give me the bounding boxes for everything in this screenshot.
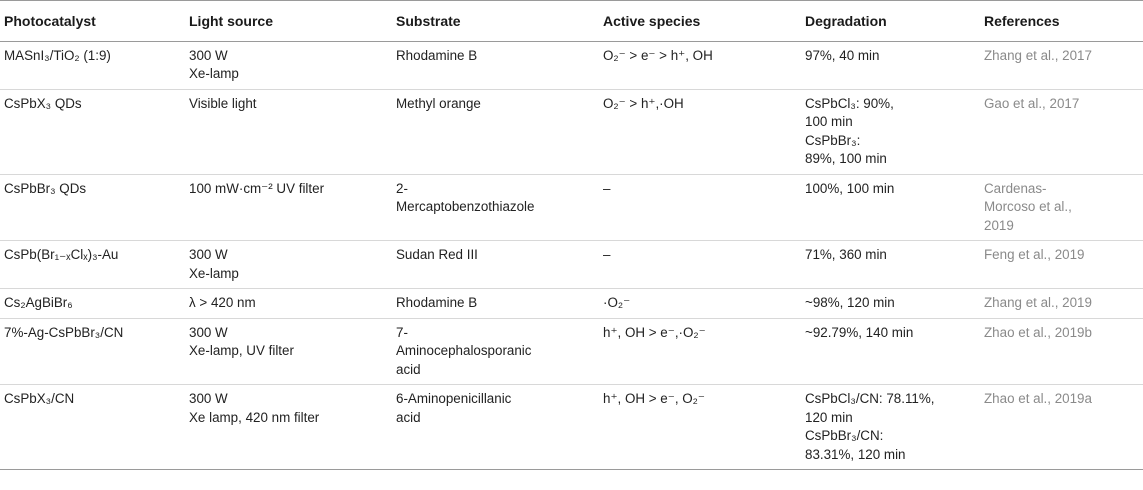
cell-photocatalyst: Cs₂AgBiBr₆: [0, 289, 185, 319]
cell-substrate: Rhodamine B: [392, 289, 599, 319]
cell-reference-link[interactable]: Zhao et al., 2019b: [980, 318, 1143, 385]
table-body: [0, 41, 1143, 470]
cell-light-source: 300 W Xe lamp, 420 nm filter: [185, 385, 392, 470]
cell-photocatalyst: 7%-Ag-CsPbBr₃/CN: [0, 318, 185, 385]
header-row: [0, 1, 1143, 42]
cell-substrate: Sudan Red III: [392, 241, 599, 289]
cell-light-source: 300 W Xe-lamp: [185, 241, 392, 289]
cell-degradation: ~92.79%, 140 min: [801, 318, 980, 385]
cell-photocatalyst: CsPbX₃ QDs: [0, 89, 185, 174]
header-substrate: Substrate: [392, 1, 599, 42]
table-row: [0, 318, 1143, 385]
header-references: References: [980, 1, 1143, 42]
table-row: [0, 174, 1143, 241]
cell-reference-link[interactable]: Feng et al., 2019: [980, 241, 1143, 289]
cell-light-source: λ > 420 nm: [185, 289, 392, 319]
table-row: [0, 89, 1143, 174]
cell-degradation: CsPbCl₃/CN: 78.11%, 120 min CsPbBr₃/CN: 83.31%, 120 min: [801, 385, 980, 470]
cell-photocatalyst: CsPbBr₃ QDs: [0, 174, 185, 241]
table-row: [0, 289, 1143, 319]
cell-active-species: h⁺, OH > e⁻, O₂⁻: [599, 385, 801, 470]
cell-substrate: 7- Aminocephalosporanic acid: [392, 318, 599, 385]
table-header: [0, 1, 1143, 42]
cell-degradation: 71%, 360 min: [801, 241, 980, 289]
cell-reference-link[interactable]: Gao et al., 2017: [980, 89, 1143, 174]
cell-substrate: Methyl orange: [392, 89, 599, 174]
header-photocatalyst: Photocatalyst: [0, 1, 185, 42]
cell-active-species: h⁺, OH > e⁻,·O₂⁻: [599, 318, 801, 385]
cell-photocatalyst: MASnI₃/TiO₂ (1:9): [0, 41, 185, 89]
cell-reference-link[interactable]: Zhang et al., 2017: [980, 41, 1143, 89]
header-active-species: Active species: [599, 1, 801, 42]
cell-degradation: 100%, 100 min: [801, 174, 980, 241]
cell-reference-link[interactable]: Zhao et al., 2019a: [980, 385, 1143, 470]
cell-active-species: O₂⁻ > h⁺,·OH: [599, 89, 801, 174]
cell-degradation: CsPbCl₃: 90%, 100 min CsPbBr₃: 89%, 100 min: [801, 89, 980, 174]
cell-reference-link[interactable]: Cardenas- Morcoso et al., 2019: [980, 174, 1143, 241]
cell-substrate: Rhodamine B: [392, 41, 599, 89]
cell-substrate: 6-Aminopenicillanic acid: [392, 385, 599, 470]
header-degradation: Degradation: [801, 1, 980, 42]
cell-photocatalyst: CsPb(Br₁₋ₓClₓ)₃-Au: [0, 241, 185, 289]
cell-active-species: –: [599, 174, 801, 241]
cell-degradation: ~98%, 120 min: [801, 289, 980, 319]
table-row: [0, 385, 1143, 470]
table-row: [0, 241, 1143, 289]
header-light-source: Light source: [185, 1, 392, 42]
cell-substrate: 2- Mercaptobenzothiazole: [392, 174, 599, 241]
cell-reference-link[interactable]: Zhang et al., 2019: [980, 289, 1143, 319]
cell-degradation: 97%, 40 min: [801, 41, 980, 89]
cell-active-species: –: [599, 241, 801, 289]
cell-light-source: 100 mW·cm⁻² UV filter: [185, 174, 392, 241]
cell-light-source: 300 W Xe-lamp, UV filter: [185, 318, 392, 385]
cell-active-species: ·O₂⁻: [599, 289, 801, 319]
cell-light-source: Visible light: [185, 89, 392, 174]
cell-light-source: 300 W Xe-lamp: [185, 41, 392, 89]
cell-photocatalyst: CsPbX₃/CN: [0, 385, 185, 470]
cell-active-species: O₂⁻ > e⁻ > h⁺, OH: [599, 41, 801, 89]
table-row: [0, 41, 1143, 89]
